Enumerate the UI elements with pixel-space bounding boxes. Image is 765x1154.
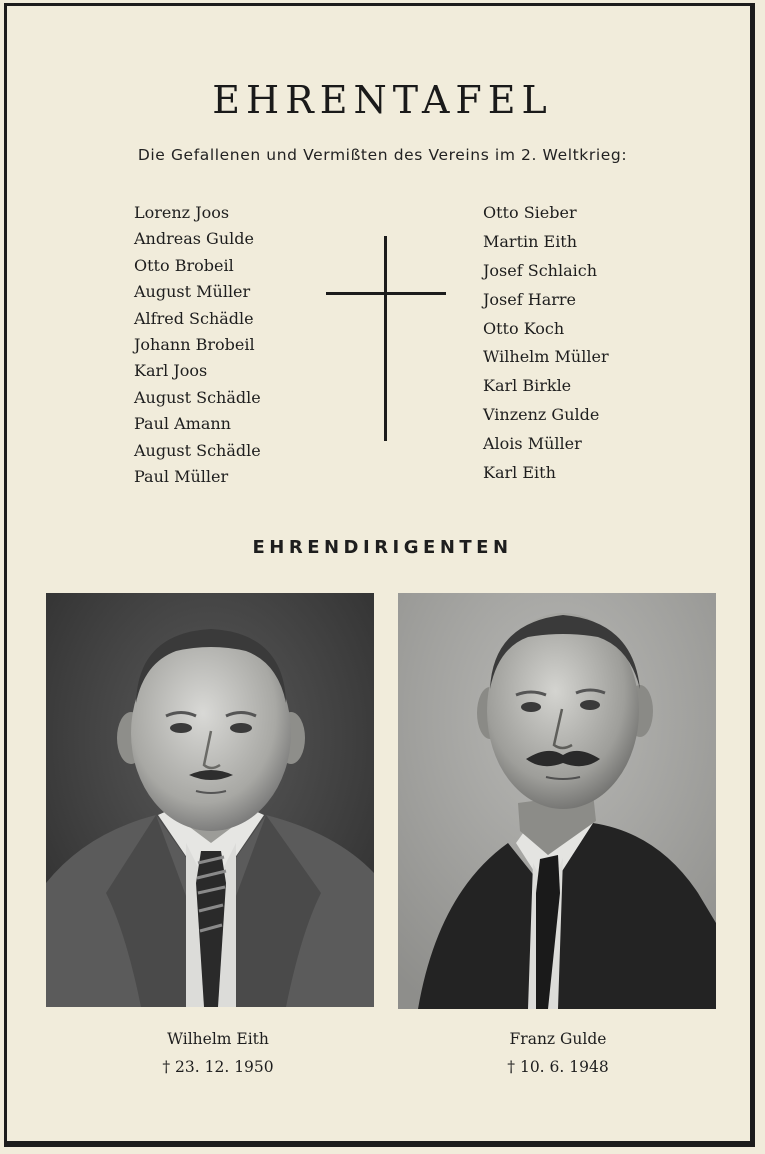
list-item: Alfred Schädle [134,308,254,328]
conductor-name: Wilhelm Eith [167,1030,269,1048]
list-item: Karl Eith [483,463,556,483]
conductor-name: Franz Gulde [509,1030,607,1048]
list-item: August Schädle [134,440,261,460]
list-item: Martin Eith [483,231,578,251]
portrait-photo-left [46,593,374,1007]
list-item: August Müller [134,282,251,302]
list-item: Karl Joos [134,361,208,381]
list-item: Lorenz Joos [134,203,230,222]
page-title: EHRENTAFEL [212,78,553,122]
list-item: Alois Müller [483,434,582,454]
conductor-death-date: † 23. 12. 1950 [162,1058,274,1076]
list-item: Johann Brobeil [134,334,255,354]
list-item: Karl Birkle [483,376,572,396]
list-item: Andreas Gulde [134,229,254,249]
section-title: EHRENDIRIGENTEN [252,537,513,558]
fallen-list-right [483,202,609,491]
list-item: Otto Brobeil [134,255,234,275]
cross-icon [326,236,446,441]
list-item: Paul Amann [134,414,231,434]
conductor-death-date: † 10. 6. 1948 [507,1058,609,1076]
list-item: August Schädle [134,387,261,407]
list-item: Josef Schlaich [483,260,597,280]
fallen-list-left [134,202,261,492]
list-item: Vinzenz Gulde [483,405,600,425]
portrait-photo-right [398,593,716,1009]
list-item: Josef Harre [483,289,576,309]
list-item: Otto Koch [483,318,565,338]
page-subtitle: Die Gefallenen und Vermißten des Vereins im 2. Weltkrieg: [137,146,628,164]
list-item: Wilhelm Müller [483,347,609,367]
caption-right [460,1030,656,1076]
list-item: Paul Müller [134,466,229,486]
list-item: Otto Sieber [483,203,577,222]
caption-left [120,1030,316,1076]
